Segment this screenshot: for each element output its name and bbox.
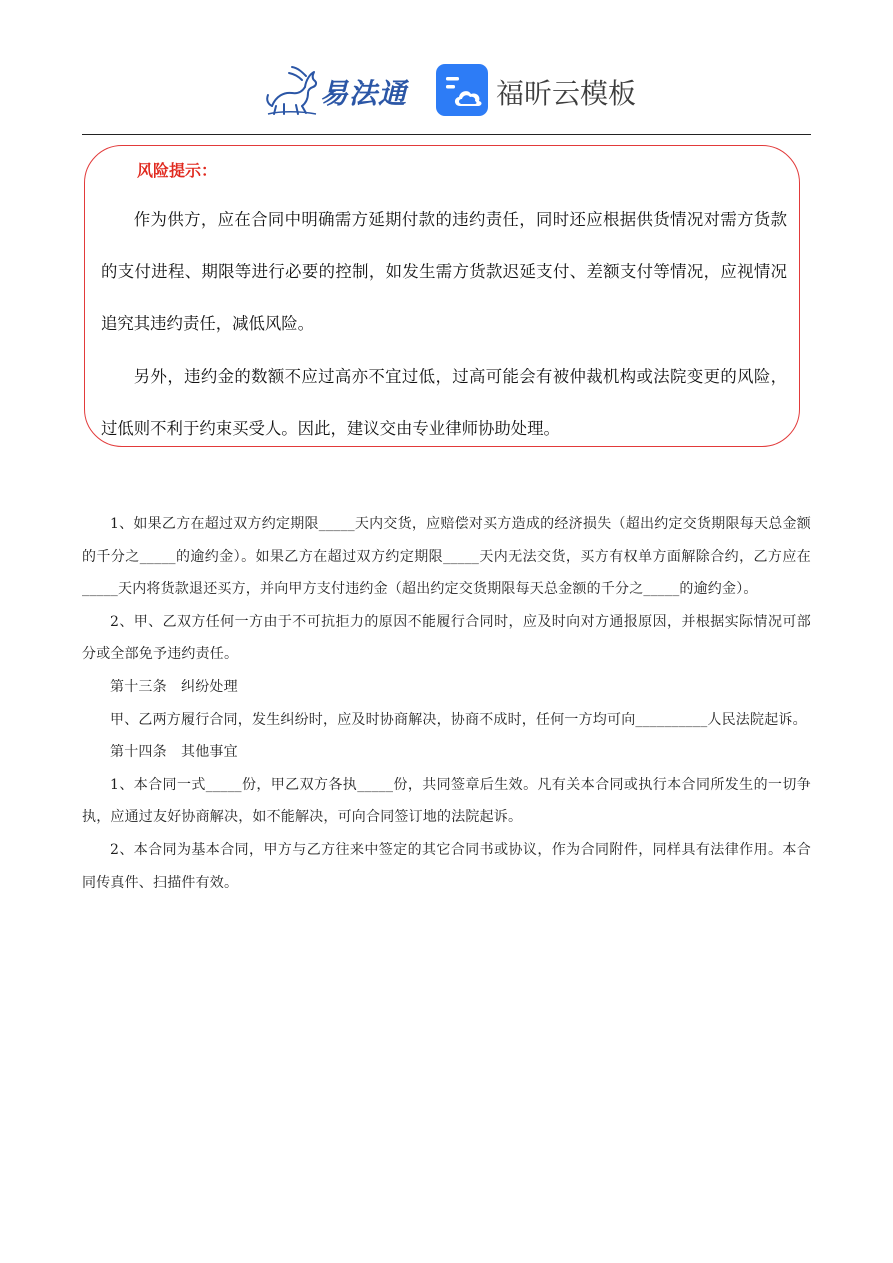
fuxin-logo-text: 福昕云模板 [496, 77, 637, 110]
risk-notice-title: 风险提示： [137, 161, 218, 180]
risk-notice-box [84, 145, 800, 447]
breach-clause-2: 2、甲、乙双方任何一方由于不可抗拒力的原因不能履行合同时，应及时向对方通报原因，并根据实际情况可部分或全部免予违约责任。 [82, 613, 811, 663]
fuxin-logo [436, 64, 636, 118]
risk-notice-paragraph-2: 另外，违约金的数额不应过高亦不宜过低，过高可能会有被仲裁机构或法院变更的风险，过低则不利于约束买受人。因此，建议交由专业律师协助处理。 [101, 367, 787, 438]
cloud-document-icon [436, 64, 488, 116]
article-14-heading: 第十四条 其他事宜 [110, 744, 238, 761]
breach-clause-1: 1、如果乙方在超过双方约定期限_____天内交货，应赔偿对买方造成的经济损失（超出约定交货期限每天总金额的千分之_____的逾约金）。如果乙方在超过双方约定期限_____天内无法交货，买方有权单方面解除合约，乙方应在_____天内将货款退还买方，并向甲方支付违约金（超出约定交货期限每天总金额的千分之_____的逾约金）。 [82, 516, 811, 598]
misc-clause-2: 2、本合同为基本合同，甲方与乙方往来中签定的其它合同书或协议，作为合同附件，同样具有法律作用。本合同传真件、扫描件有效。 [82, 841, 811, 891]
horse-mascot-icon [262, 62, 322, 118]
dispute-clause: 甲、乙两方履行合同，发生纠纷时，应及时协商解决，协商不成时，任何一方均可向__________人民法院起诉。 [110, 711, 807, 728]
article-13-heading: 第十三条 纠纷处理 [110, 678, 238, 695]
header-divider [82, 134, 811, 135]
yifatong-logo-text: 易法通 [320, 77, 408, 110]
page-header [0, 56, 893, 126]
yifatong-logo [262, 62, 422, 118]
misc-clause-1: 1、本合同一式_____份，甲乙双方各执_____份，共同签章后生效。凡有关本合同或执行本合同所发生的一切争执，应通过友好协商解决，如不能解决，可向合同签订地的法院起诉。 [82, 776, 811, 826]
contract-body [82, 508, 811, 899]
risk-notice-paragraph-1: 作为供方，应在合同中明确需方延期付款的违约责任，同时还应根据供货情况对需方货款的支付进程、期限等进行必要的控制，如发生需方货款迟延支付、差额支付等情况，应视情况追究其违约责任，减低风险。 [101, 210, 787, 333]
